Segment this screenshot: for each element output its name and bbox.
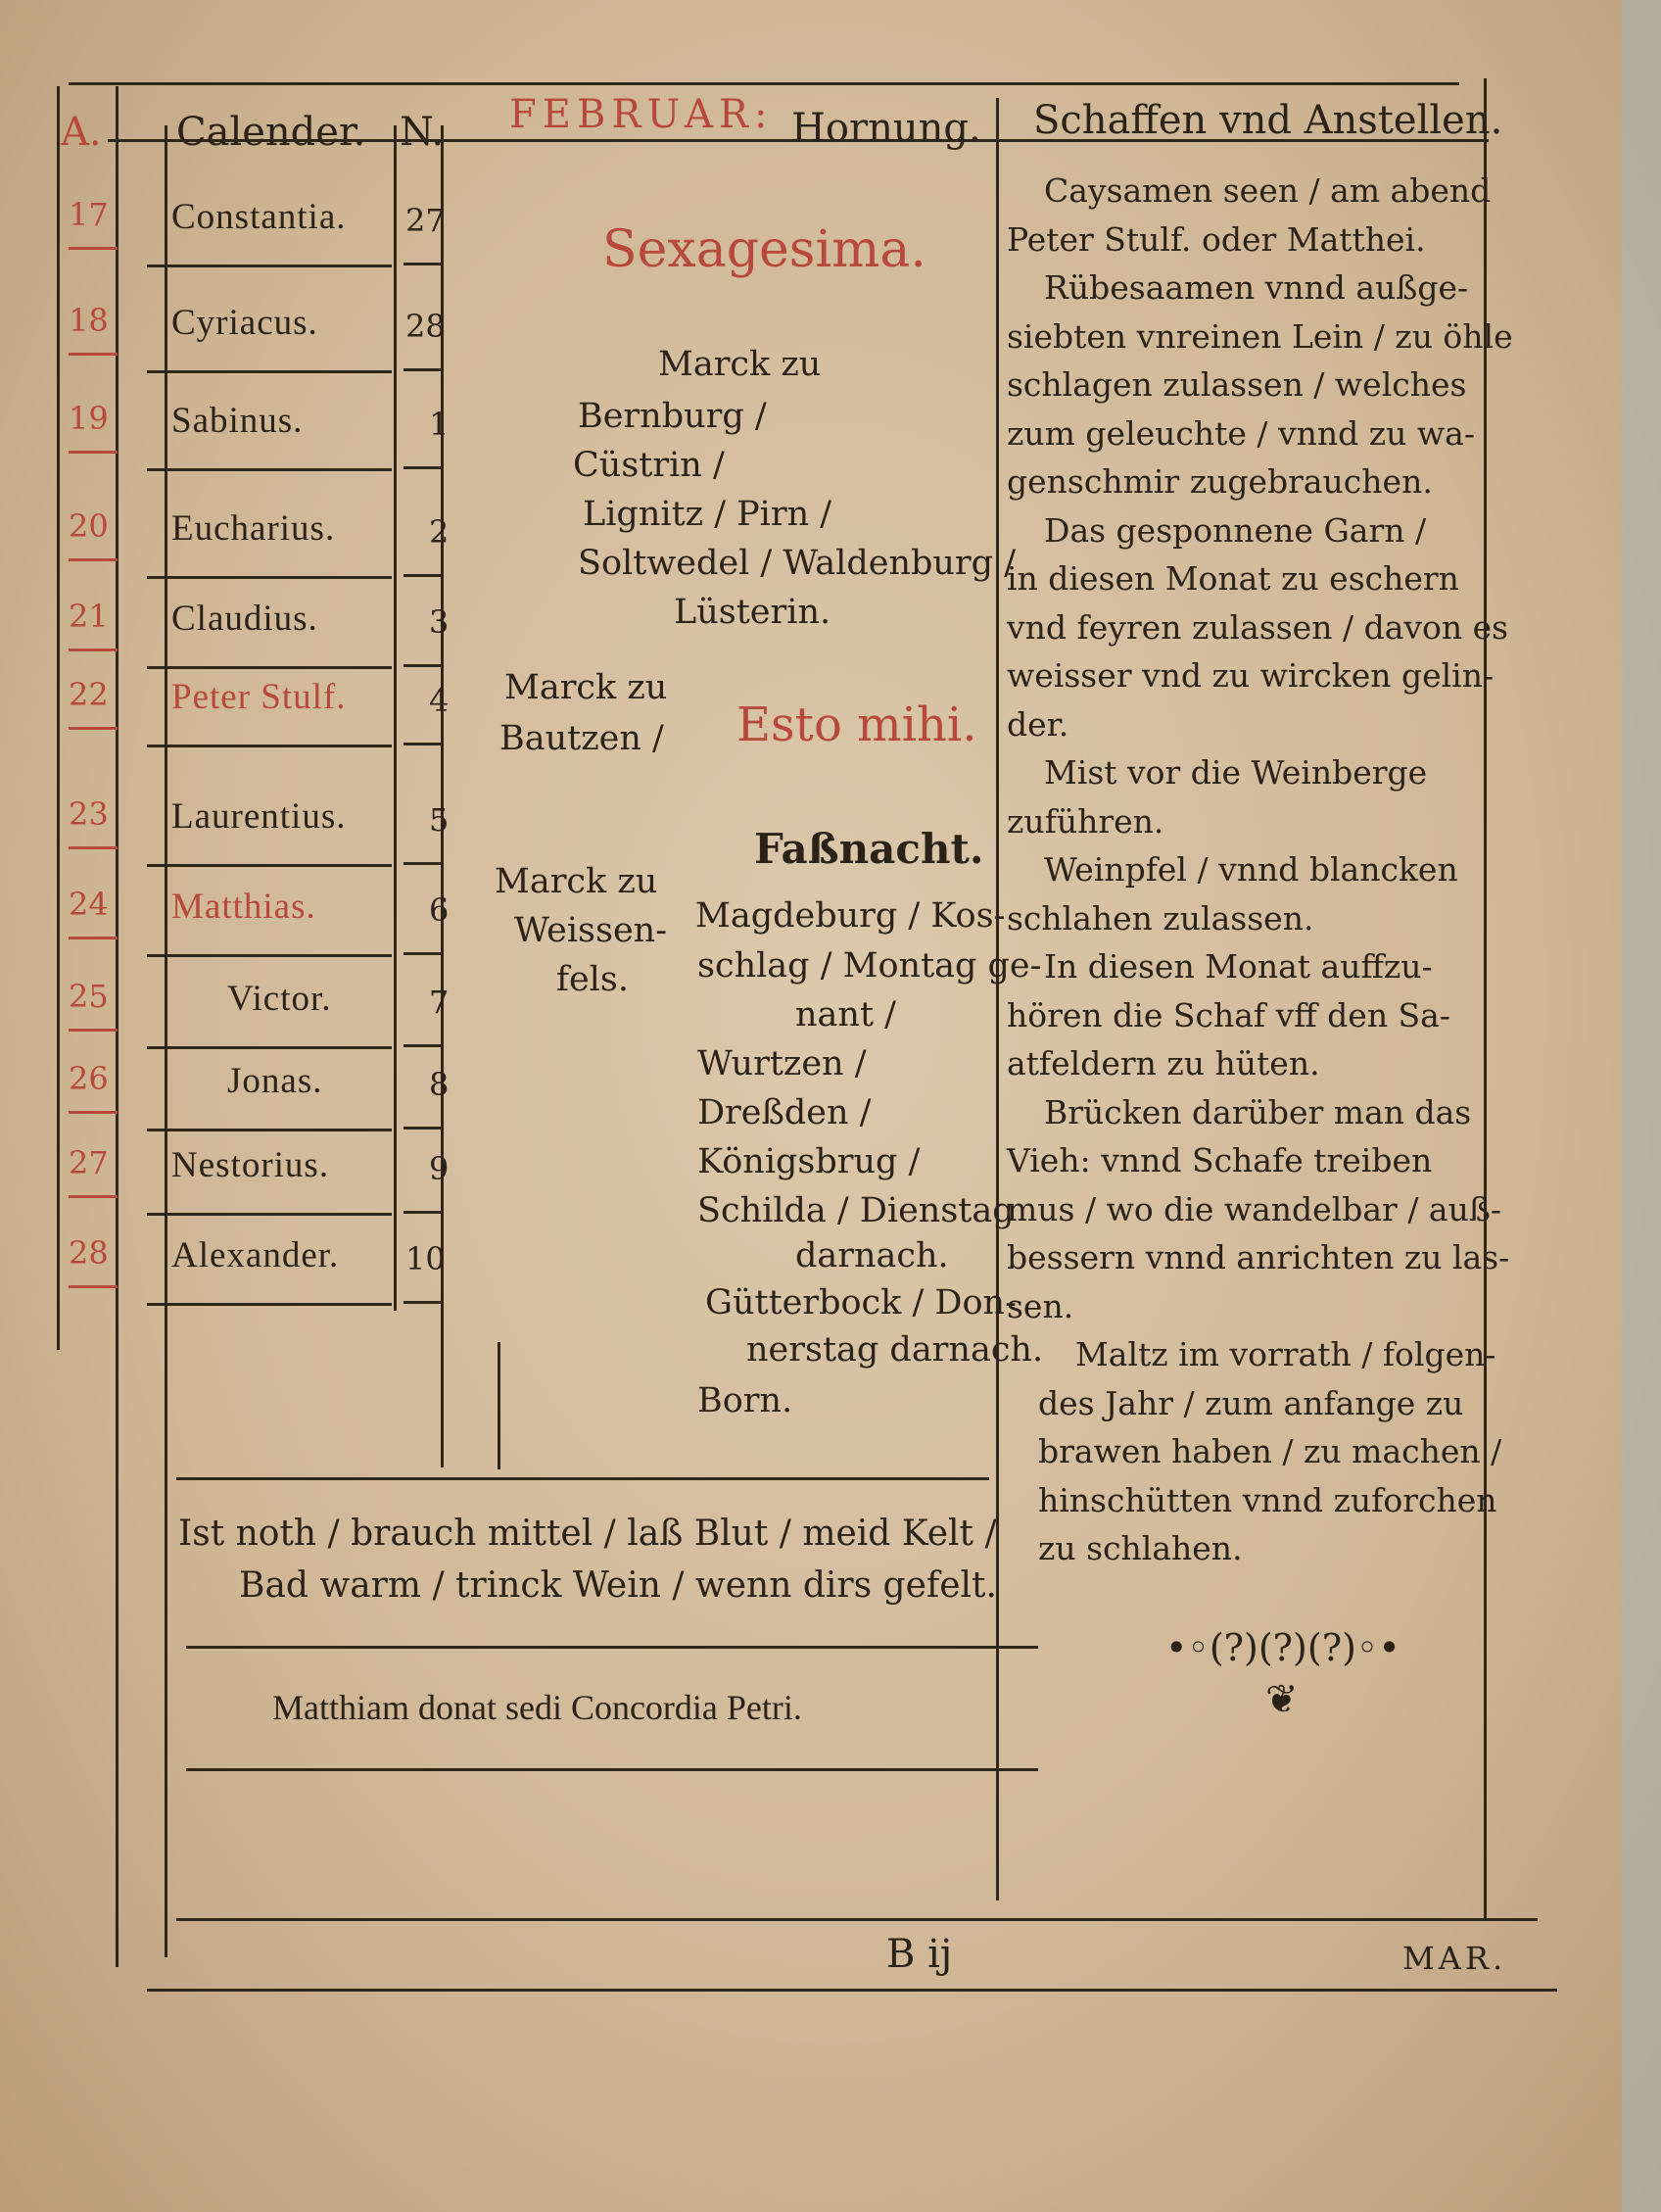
sexagesima-heading: Sexagesima. <box>602 220 926 279</box>
work-line: hinschütten vnnd zuforchen <box>1038 1480 1497 1519</box>
saint-name: Jonas. <box>227 1061 323 1101</box>
saint-name: Eucharius. <box>171 508 336 549</box>
row-rule <box>69 247 118 250</box>
row-rule <box>69 1111 118 1114</box>
day-number: 20 <box>69 507 109 545</box>
golden-number: 1 <box>429 406 450 443</box>
saint-name: Victor. <box>227 979 332 1019</box>
work-line: Das gesponnene Garn / <box>1044 510 1427 550</box>
golden-number: 27 <box>405 202 446 239</box>
row-rule <box>403 466 443 469</box>
row-rule <box>403 1211 443 1214</box>
signature-mark: B ij <box>886 1932 953 1977</box>
proverb-line-2: Bad warm / trinck Wein / wenn dirs gefelt. <box>239 1565 997 1606</box>
market-town: nant / <box>795 995 896 1034</box>
market-town: Soltwedel / Waldenburg / <box>578 544 1016 583</box>
row-rule <box>403 574 443 577</box>
saint-name: Alexander. <box>171 1235 340 1275</box>
saint-name: Laurentius. <box>171 796 347 837</box>
row-rule <box>69 353 118 356</box>
golden-number: 8 <box>429 1066 450 1103</box>
saint-name: Nestorius. <box>171 1145 330 1185</box>
row-rule <box>403 952 443 955</box>
market-town: schlag / Montag ge- <box>697 946 1042 986</box>
market-town: Magdeburg / Kos- <box>695 896 1006 936</box>
fastnacht-heading: Faßnacht. <box>754 825 984 873</box>
work-line: Brücken darüber man das <box>1044 1092 1472 1131</box>
row-rule <box>403 743 443 745</box>
saint-name: Cyriacus. <box>171 303 318 343</box>
row-rule <box>403 1301 443 1304</box>
row-rule <box>403 263 443 265</box>
work-line: genschmir zugebrauchen. <box>1007 462 1433 501</box>
col-line-work <box>996 98 999 1900</box>
work-line: Mist vor die Weinberge <box>1044 753 1428 792</box>
latin-verse: Matthiam donat sedi Concordia Petri. <box>272 1688 802 1727</box>
weissenfels-1: Marck zu <box>495 862 658 901</box>
saint-name: Constantia. <box>171 197 347 237</box>
weissenfels-2: Weissen- <box>514 911 668 950</box>
day-number: 17 <box>69 196 109 233</box>
day-number: 25 <box>69 978 109 1015</box>
market-town: darnach. <box>795 1236 949 1275</box>
day-number: 26 <box>69 1060 109 1097</box>
col-a-header: A. <box>61 110 102 155</box>
golden-number: 3 <box>429 603 450 641</box>
month-latin: FEBRUAR: <box>509 92 774 137</box>
work-line: hören die Schaf vff den Sa- <box>1007 995 1450 1034</box>
col-line-n3 <box>498 1342 500 1469</box>
work-line: mus / wo die wandelbar / auß- <box>1007 1189 1502 1228</box>
bautzen-label-2: Bautzen / <box>499 719 664 758</box>
col-line-cal <box>165 125 167 1957</box>
market-town: Lignitz / Pirn / <box>583 495 832 534</box>
golden-number: 2 <box>429 513 450 551</box>
month-german: Hornung. <box>791 106 981 151</box>
proverb-top-rule <box>176 1477 989 1480</box>
golden-number: 6 <box>429 891 450 929</box>
work-line: zum geleuchte / vnnd zu wa- <box>1007 413 1476 453</box>
work-line: sen. <box>1007 1286 1074 1325</box>
bottom-rule <box>176 1918 1538 1921</box>
work-line: Vieh: vnnd Schafe treiben <box>1007 1141 1433 1179</box>
work-line: schlahen zulassen. <box>1007 898 1314 938</box>
row-rule <box>147 468 392 471</box>
top-rule <box>69 82 1459 85</box>
row-rule <box>69 846 118 849</box>
work-line: zuführen. <box>1007 801 1164 841</box>
row-rule <box>147 1129 392 1131</box>
marck-zu-label: Marck zu <box>658 345 822 384</box>
row-rule <box>147 745 392 747</box>
work-line: bessern vnnd anrichten zu las- <box>1007 1238 1510 1276</box>
work-line: brawen haben / zu machen / <box>1038 1432 1502 1470</box>
row-rule <box>147 666 392 669</box>
market-town: Dreßden / <box>697 1093 872 1132</box>
work-line: schlagen zulassen / welches <box>1007 365 1467 404</box>
row-rule <box>147 864 392 867</box>
market-town: nerstag darnach. <box>746 1330 1044 1370</box>
market-town: Born. <box>697 1381 793 1420</box>
col-work-header: Schaffen vnd Anstellen. <box>1033 98 1503 143</box>
row-rule <box>69 1285 118 1288</box>
row-rule <box>69 937 118 939</box>
work-line: Peter Stulf. oder Matthei. <box>1007 219 1426 259</box>
work-line: zu schlahen. <box>1038 1529 1243 1567</box>
row-rule <box>147 1213 392 1216</box>
golden-number: 10 <box>405 1240 446 1277</box>
work-line: In diesen Monat auffzu- <box>1044 947 1433 986</box>
market-town: Schilda / Dienstag <box>697 1191 1015 1230</box>
page-edge <box>1622 0 1661 2212</box>
row-rule <box>403 1044 443 1047</box>
saint-name: Claudius. <box>171 599 318 639</box>
row-rule <box>147 576 392 579</box>
work-line: des Jahr / zum anfange zu <box>1038 1383 1464 1422</box>
golden-number: 28 <box>405 308 446 345</box>
saint-name: Sabinus. <box>171 401 304 441</box>
row-rule <box>69 649 118 651</box>
market-town: Königsbrug / <box>697 1142 921 1181</box>
row-rule <box>147 264 392 267</box>
saint-name: Peter Stulf. <box>171 677 347 717</box>
row-rule <box>147 370 392 373</box>
ornament: •◦(?)(?)(?)◦• <box>1165 1626 1400 1669</box>
market-town: Wurtzen / <box>697 1044 867 1083</box>
row-rule <box>69 451 118 454</box>
weissenfels-3: fels. <box>556 960 629 999</box>
day-number: 19 <box>69 400 109 437</box>
work-line: der. <box>1007 704 1069 744</box>
golden-number: 4 <box>429 682 450 719</box>
golden-number: 5 <box>429 801 450 839</box>
row-rule <box>147 1303 392 1306</box>
work-line: Rübesaamen vnnd außge- <box>1044 268 1469 307</box>
bautzen-label-1: Marck zu <box>504 668 668 707</box>
col-calender-header: Calender. <box>176 110 366 155</box>
market-town: Cüstrin / <box>573 446 725 485</box>
row-rule <box>403 862 443 865</box>
market-town: Bernburg / <box>578 397 767 436</box>
work-line: Weinpfel / vnnd blancken <box>1044 850 1458 889</box>
col-line-a <box>57 86 60 1350</box>
day-number: 18 <box>69 302 109 339</box>
row-rule <box>147 1046 392 1049</box>
market-town: Lüsterin. <box>674 593 831 632</box>
golden-number: 7 <box>429 984 450 1021</box>
work-line: siebten vnreinen Lein / zu öhle <box>1007 316 1513 356</box>
market-town: Gütterbock / Don- <box>705 1283 1017 1322</box>
col-n-header: N. <box>400 110 445 155</box>
work-line: weisser vnd zu wircken gelin- <box>1007 656 1495 695</box>
work-line: vnd feyren zulassen / davon es <box>1007 607 1509 647</box>
work-line: in diesen Monat zu eschern <box>1007 559 1459 598</box>
day-number: 24 <box>69 886 109 923</box>
row-rule <box>69 1029 118 1032</box>
col-line-n1 <box>394 125 397 1311</box>
proverb-bottom-rule <box>186 1646 1038 1649</box>
day-number: 28 <box>69 1234 109 1272</box>
row-rule <box>403 1127 443 1130</box>
footer-rule <box>147 1989 1557 1992</box>
row-rule <box>69 727 118 730</box>
golden-number: 9 <box>429 1150 450 1187</box>
row-rule <box>69 1195 118 1198</box>
ornament-flourish: ❦ <box>1265 1677 1299 1722</box>
day-number: 22 <box>69 676 109 713</box>
day-number: 21 <box>69 598 109 635</box>
catchword: MAR. <box>1402 1940 1507 1977</box>
proverb-line-1: Ist noth / brauch mittel / laß Blut / meid Kelt / <box>178 1514 997 1554</box>
left-frame <box>116 86 119 1967</box>
verse-bottom-rule <box>186 1768 1038 1771</box>
day-number: 23 <box>69 795 109 833</box>
day-number: 27 <box>69 1144 109 1181</box>
row-rule <box>403 368 443 371</box>
esto-mihi-heading: Esto mihi. <box>736 697 977 752</box>
saint-name: Matthias. <box>171 887 316 927</box>
row-rule <box>69 558 118 561</box>
work-line: atfeldern zu hüten. <box>1007 1044 1320 1082</box>
row-rule <box>147 954 392 957</box>
work-line: Caysamen seen / am abend <box>1044 171 1492 210</box>
row-rule <box>403 664 443 667</box>
work-line: Maltz im vorrath / folgen- <box>1075 1335 1496 1373</box>
